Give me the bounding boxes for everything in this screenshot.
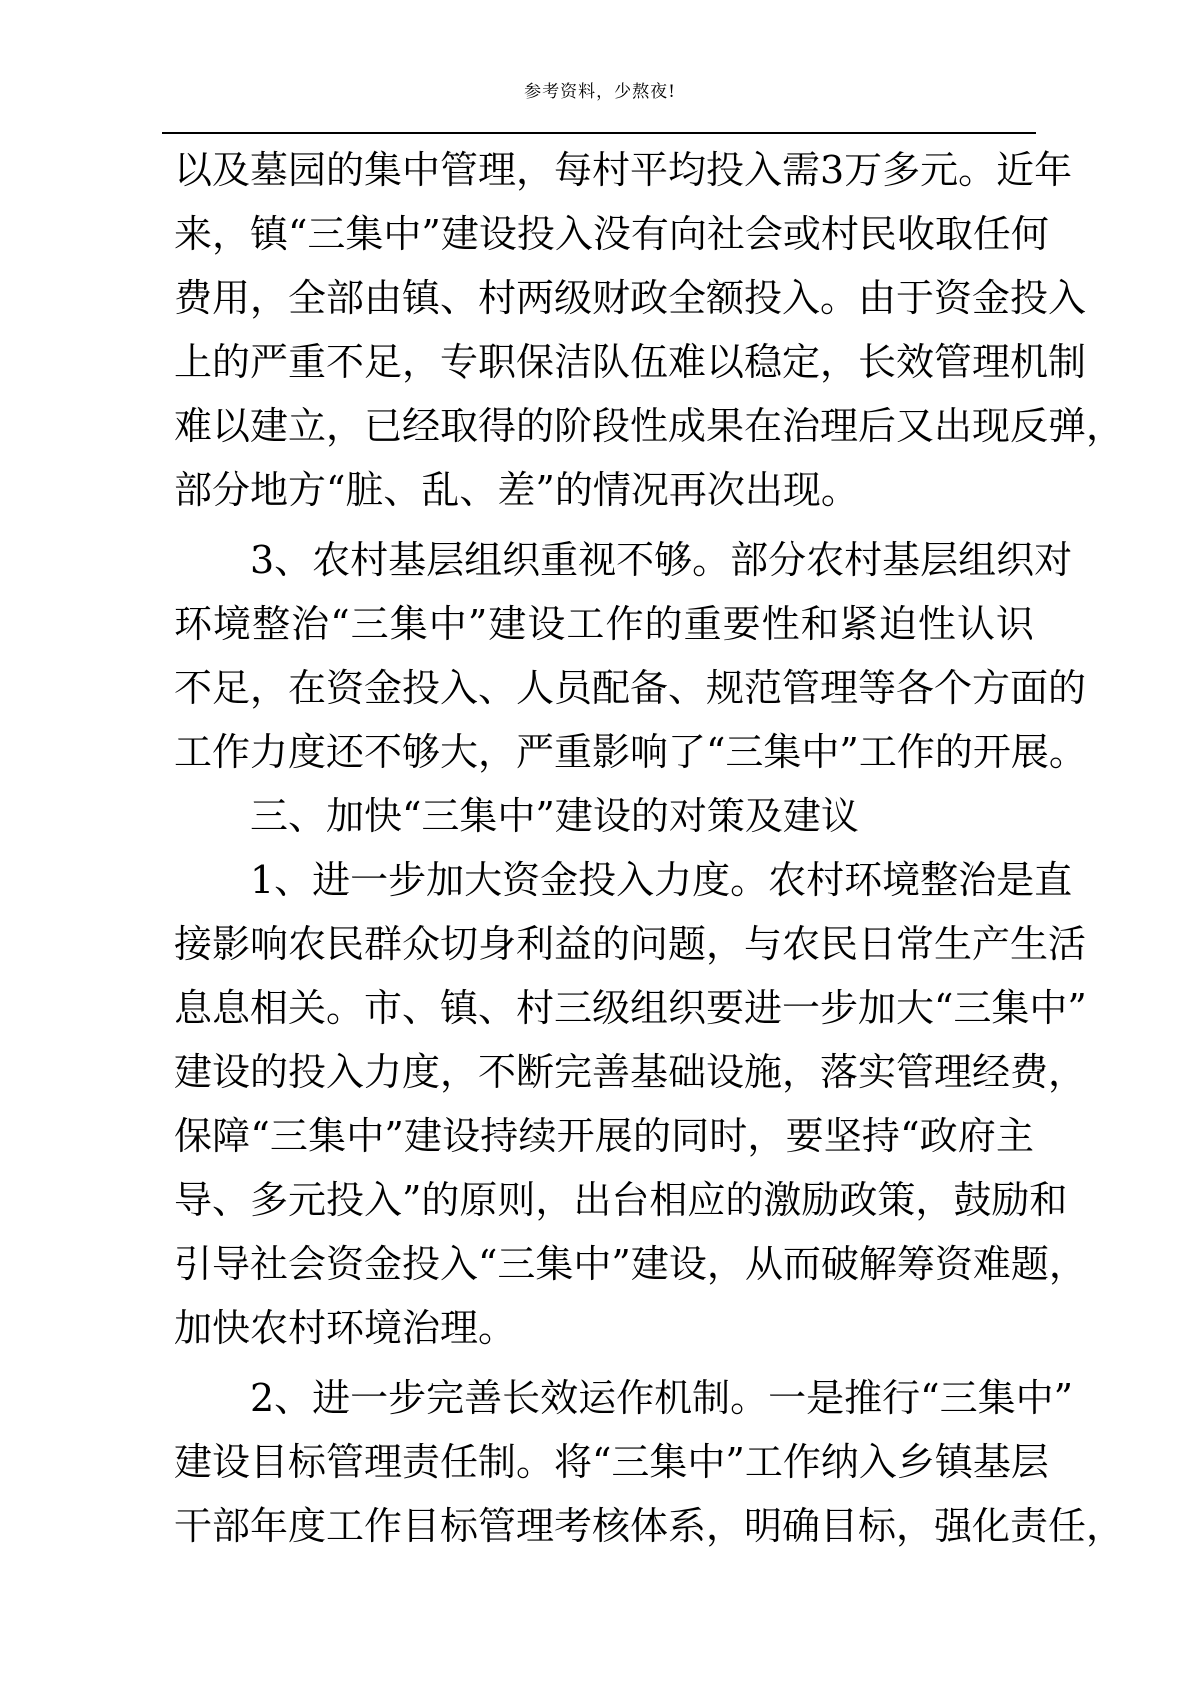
- text-line: 难以建立，已经取得的阶段性成果在治理后又出现反弹，: [174, 404, 1125, 448]
- text-line: 干部年度工作目标管理考核体系，明确目标，强化责任，: [174, 1504, 1125, 1548]
- text-line: 建设的投入力度，不断完善基础设施，落实管理经费，: [174, 1050, 1087, 1094]
- text-line: 导、多元投入”的原则，出台相应的激励政策，鼓励和: [174, 1178, 1068, 1222]
- text-line: 息息相关。市、镇、村三级组织要进一步加大“三集中”: [174, 986, 1087, 1030]
- text-line: 3、农村基层组织重视不够。部分农村基层组织对: [250, 538, 1073, 582]
- text-line: 接影响农民群众切身利益的问题，与农民日常生产生活: [174, 922, 1087, 966]
- text-line: 以及墓园的集中管理，每村平均投入需3万多元。近年: [174, 148, 1073, 192]
- text-line: 1、进一步加大资金投入力度。农村环境整治是直: [250, 858, 1073, 902]
- text-line: 三、加快“三集中”建设的对策及建议: [250, 794, 859, 838]
- text-line: 部分地方“脏、乱、差”的情况再次出现。: [174, 468, 859, 512]
- document-body: [174, 138, 1125, 1558]
- text-line: 环境整治“三集中”建设工作的重要性和紧迫性认识: [174, 602, 1034, 646]
- text-line: 保障“三集中”建设持续开展的同时，要坚持“政府主: [174, 1114, 1034, 1158]
- text-line: 上的严重不足，专职保洁队伍难以稳定，长效管理机制: [174, 340, 1087, 384]
- text-line: 建设目标管理责任制。将“三集中”工作纳入乡镇基层: [174, 1440, 1049, 1484]
- header-rule: [162, 132, 1036, 134]
- text-line: 来，镇“三集中”建设投入没有向社会或村民收取任何: [174, 212, 1049, 256]
- text-line: 加快农村环境治理。: [174, 1306, 517, 1350]
- page-header: 参考资料，少熬夜!: [524, 82, 676, 102]
- text-line: 工作力度还不够大，严重影响了“三集中”工作的开展。: [174, 730, 1087, 774]
- text-line: 引导社会资金投入“三集中”建设，从而破解筹资难题，: [174, 1242, 1087, 1286]
- text-line: 不足，在资金投入、人员配备、规范管理等各个方面的: [174, 666, 1087, 710]
- text-line: 费用，全部由镇、村两级财政全额投入。由于资金投入: [174, 276, 1087, 320]
- text-line: 2、进一步完善长效运作机制。一是推行“三集中”: [250, 1376, 1074, 1420]
